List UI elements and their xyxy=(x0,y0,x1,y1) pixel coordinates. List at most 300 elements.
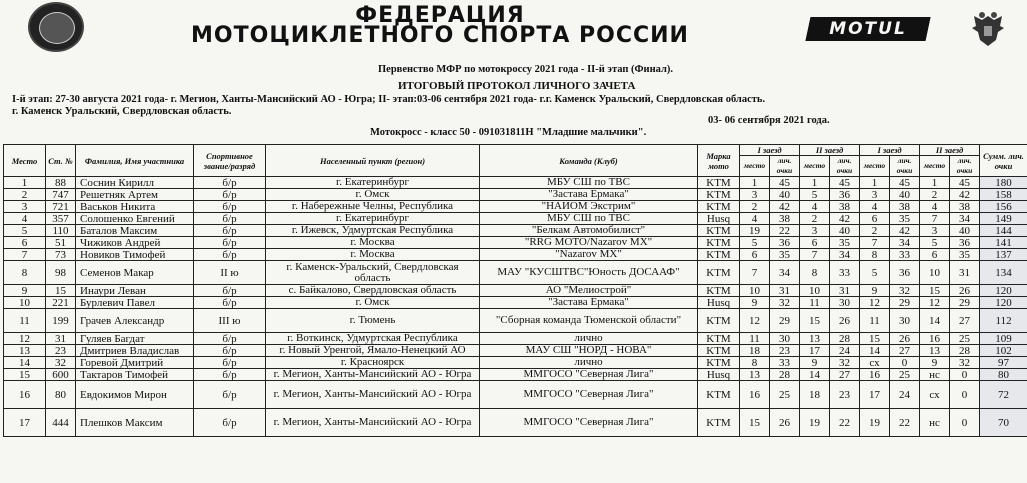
cell-p3: 11 xyxy=(860,309,890,333)
cell-no: 23 xyxy=(46,345,76,357)
cell-place: 3 xyxy=(4,201,46,213)
cell-s2: 26 xyxy=(830,309,860,333)
cell-p2: 9 xyxy=(800,357,830,369)
th-place: Место xyxy=(4,145,46,177)
cell-no: 31 xyxy=(46,333,76,345)
cell-place: 9 xyxy=(4,285,46,297)
table-row xyxy=(4,309,1027,333)
cell-rank: б/р xyxy=(194,237,266,249)
cell-no: 32 xyxy=(46,357,76,369)
cell-p3: 16 xyxy=(860,369,890,381)
cell-team: ММГОСО "Северная Лига" xyxy=(480,369,698,381)
cell-p3: сх xyxy=(860,357,890,369)
cell-rank: б/р xyxy=(194,225,266,237)
cell-p4: 12 xyxy=(920,297,950,309)
cell-p2: 7 xyxy=(800,249,830,261)
cell-s4: 25 xyxy=(950,333,980,345)
cell-place: 6 xyxy=(4,237,46,249)
cell-bike: KTM xyxy=(698,333,740,345)
cell-city: г. Москва xyxy=(266,249,480,261)
cell-bike: KTM xyxy=(698,285,740,297)
cell-s4: 45 xyxy=(950,177,980,189)
cell-bike: KTM xyxy=(698,345,740,357)
cell-p3: 19 xyxy=(860,409,890,437)
results-table xyxy=(3,144,1027,437)
cell-bike: KTM xyxy=(698,201,740,213)
cell-rank: б/р xyxy=(194,285,266,297)
cell-p1: 16 xyxy=(740,381,770,409)
cell-s4: 38 xyxy=(950,201,980,213)
cell-p1: 15 xyxy=(740,409,770,437)
cell-s4: 27 xyxy=(950,309,980,333)
cell-rank: б/р xyxy=(194,357,266,369)
cell-p1: 8 xyxy=(740,357,770,369)
cell-s4: 36 xyxy=(950,237,980,249)
cell-p4: 9 xyxy=(920,357,950,369)
cell-s4: 29 xyxy=(950,297,980,309)
cell-name: Решетняк Артем xyxy=(76,189,194,201)
cell-p1: 10 xyxy=(740,285,770,297)
cell-s1: 42 xyxy=(770,201,800,213)
cell-place: 10 xyxy=(4,297,46,309)
cell-s3: 25 xyxy=(890,369,920,381)
results-body xyxy=(4,177,1027,437)
cell-rank: б/р xyxy=(194,177,266,189)
cell-s1: 30 xyxy=(770,333,800,345)
cell-p2: 8 xyxy=(800,261,830,285)
cell-team: АО "Мелиострой" xyxy=(480,285,698,297)
cell-city: г. Омск xyxy=(266,189,480,201)
cell-city: г. Тюмень xyxy=(266,309,480,333)
cell-bike: KTM xyxy=(698,357,740,369)
cell-total: 158 xyxy=(980,189,1027,201)
cell-team: "Застава Ермака" xyxy=(480,297,698,309)
cell-bike: KTM xyxy=(698,409,740,437)
cell-p4: нс xyxy=(920,369,950,381)
table-row xyxy=(4,225,1027,237)
cell-rank: б/р xyxy=(194,369,266,381)
cell-p1: 3 xyxy=(740,189,770,201)
cell-name: Новиков Тимофей xyxy=(76,249,194,261)
cell-s2: 34 xyxy=(830,249,860,261)
cell-p4: 13 xyxy=(920,345,950,357)
cell-s3: 42 xyxy=(890,225,920,237)
cell-name: Баталов Максим xyxy=(76,225,194,237)
cell-s1: 23 xyxy=(770,345,800,357)
cell-p4: 4 xyxy=(920,201,950,213)
cell-s2: 45 xyxy=(830,177,860,189)
cell-name: Соснин Кирилл xyxy=(76,177,194,189)
cell-no: 73 xyxy=(46,249,76,261)
mfr-emblem-icon xyxy=(28,2,84,52)
cell-total: 112 xyxy=(980,309,1027,333)
cell-s2: 24 xyxy=(830,345,860,357)
cell-place: 5 xyxy=(4,225,46,237)
cell-team: "НАИОМ Экстрим" xyxy=(480,201,698,213)
cell-bike: Husq xyxy=(698,369,740,381)
table-row xyxy=(4,237,1027,249)
cell-p1: 19 xyxy=(740,225,770,237)
cell-s4: 35 xyxy=(950,249,980,261)
cell-total: 120 xyxy=(980,297,1027,309)
cell-p3: 8 xyxy=(860,249,890,261)
cell-s2: 30 xyxy=(830,297,860,309)
th-pos: место xyxy=(860,156,890,177)
championship-line: Первенство МФР по мотокроссу 2021 года - II-й этап (Финал). xyxy=(378,64,673,75)
cell-name: Тактаров Тимофей xyxy=(76,369,194,381)
cell-s3: 33 xyxy=(890,249,920,261)
cell-rank: б/р xyxy=(194,249,266,261)
cell-city: г. Воткинск, Удмуртская Республика xyxy=(266,333,480,345)
cell-s1: 25 xyxy=(770,381,800,409)
cell-city: г. Ижевск, Удмуртская Республика xyxy=(266,225,480,237)
table-row xyxy=(4,357,1027,369)
cell-s3: 36 xyxy=(890,261,920,285)
cell-p4: 2 xyxy=(920,189,950,201)
cell-s3: 30 xyxy=(890,309,920,333)
cell-s3: 38 xyxy=(890,201,920,213)
th-total: Сумм. лич. очки xyxy=(980,145,1027,177)
cell-p3: 2 xyxy=(860,225,890,237)
motul-logo: MOTUL xyxy=(805,17,930,41)
cell-p2: 3 xyxy=(800,225,830,237)
cell-total: 109 xyxy=(980,333,1027,345)
cell-s3: 32 xyxy=(890,285,920,297)
cell-s3: 45 xyxy=(890,177,920,189)
cell-p1: 13 xyxy=(740,369,770,381)
federation-title xyxy=(90,3,790,48)
cell-p3: 9 xyxy=(860,285,890,297)
cell-s2: 32 xyxy=(830,357,860,369)
cell-p2: 1 xyxy=(800,177,830,189)
cell-p3: 14 xyxy=(860,345,890,357)
cell-place: 16 xyxy=(4,381,46,409)
cell-total: 137 xyxy=(980,249,1027,261)
cell-place: 17 xyxy=(4,409,46,437)
cell-rank: III ю xyxy=(194,309,266,333)
cell-p1: 5 xyxy=(740,237,770,249)
cell-rank: б/р xyxy=(194,213,266,225)
cell-s2: 31 xyxy=(830,285,860,297)
cell-total: 120 xyxy=(980,285,1027,297)
cell-rank: II ю xyxy=(194,261,266,285)
cell-bike: KTM xyxy=(698,237,740,249)
cell-bike: KTM xyxy=(698,381,740,409)
cell-total: 180 xyxy=(980,177,1027,189)
table-row xyxy=(4,333,1027,345)
cell-no: 98 xyxy=(46,261,76,285)
cell-s3: 0 xyxy=(890,357,920,369)
event-date: 03- 06 сентября 2021 года. xyxy=(708,115,830,126)
cell-p2: 6 xyxy=(800,237,830,249)
cell-team: "Белкам Автомобилист" xyxy=(480,225,698,237)
cell-city: г. Екатеринбург xyxy=(266,213,480,225)
cell-p3: 15 xyxy=(860,333,890,345)
cell-name: Дмитриев Владислав xyxy=(76,345,194,357)
cell-p2: 15 xyxy=(800,309,830,333)
th-bike: Марка мото xyxy=(698,145,740,177)
cell-name: Горевой Дмитрий xyxy=(76,357,194,369)
cell-place: 2 xyxy=(4,189,46,201)
cell-city: г. Омск xyxy=(266,297,480,309)
cell-s4: 32 xyxy=(950,357,980,369)
cell-s2: 27 xyxy=(830,369,860,381)
cell-p2: 18 xyxy=(800,381,830,409)
cell-s1: 40 xyxy=(770,189,800,201)
th-pts: лич. очки xyxy=(830,156,860,177)
th-name: Фамилия, Имя участника xyxy=(76,145,194,177)
cell-s1: 38 xyxy=(770,213,800,225)
cell-city: с. Байкалово, Свердловская область xyxy=(266,285,480,297)
cell-place: 8 xyxy=(4,261,46,285)
th-pts: лич. очки xyxy=(890,156,920,177)
cell-bike: KTM xyxy=(698,225,740,237)
cell-s3: 35 xyxy=(890,213,920,225)
cell-s1: 29 xyxy=(770,309,800,333)
cell-no: 15 xyxy=(46,285,76,297)
cell-p1: 12 xyxy=(740,309,770,333)
cell-s3: 27 xyxy=(890,345,920,357)
cell-team: "Сборная команда Тюменской области" xyxy=(480,309,698,333)
cell-p3: 7 xyxy=(860,237,890,249)
cell-p4: 10 xyxy=(920,261,950,285)
cell-s2: 22 xyxy=(830,409,860,437)
cell-place: 11 xyxy=(4,309,46,333)
table-row xyxy=(4,297,1027,309)
table-row xyxy=(4,201,1027,213)
cell-name: Семенов Макар xyxy=(76,261,194,285)
cell-p1: 18 xyxy=(740,345,770,357)
cell-name: Солошенко Евгений xyxy=(76,213,194,225)
cell-bike: KTM xyxy=(698,249,740,261)
cell-p4: 14 xyxy=(920,309,950,333)
title-line-1: ФЕДЕРАЦИЯ xyxy=(355,3,525,28)
cell-team: лично xyxy=(480,333,698,345)
cell-place: 12 xyxy=(4,333,46,345)
cell-no: 444 xyxy=(46,409,76,437)
table-row xyxy=(4,261,1027,285)
cell-s3: 24 xyxy=(890,381,920,409)
cell-p2: 19 xyxy=(800,409,830,437)
cell-total: 97 xyxy=(980,357,1027,369)
cell-s3: 34 xyxy=(890,237,920,249)
cell-s1: 36 xyxy=(770,237,800,249)
stages-line-2: г. Каменск Уральский, Свердловская область. xyxy=(12,106,232,117)
title-line-2: МОТОЦИКЛЕТНОГО СПОРТА РОССИИ xyxy=(191,23,689,48)
table-row xyxy=(4,409,1027,437)
cell-no: 110 xyxy=(46,225,76,237)
cell-s4: 0 xyxy=(950,369,980,381)
cell-city: г. Каменск-Уральский, Свердловская область xyxy=(266,261,480,285)
table-row xyxy=(4,381,1027,409)
cell-s3: 29 xyxy=(890,297,920,309)
th-rank: Спортивное звание/разряд xyxy=(194,145,266,177)
cell-team: МБУ СШ по ТВС xyxy=(480,213,698,225)
cell-team: "Nazarov MX" xyxy=(480,249,698,261)
cell-rank: б/р xyxy=(194,297,266,309)
cell-city: г. Новый Уренгой, Ямало-Ненецкий АО xyxy=(266,345,480,357)
cell-p4: сх xyxy=(920,381,950,409)
cell-p3: 3 xyxy=(860,189,890,201)
cell-no: 88 xyxy=(46,177,76,189)
cell-place: 15 xyxy=(4,369,46,381)
cell-team: "RRG MOTO/Nazarov MX" xyxy=(480,237,698,249)
cell-name: Васьков Никита xyxy=(76,201,194,213)
cell-no: 747 xyxy=(46,189,76,201)
cell-s2: 40 xyxy=(830,225,860,237)
cell-p4: 6 xyxy=(920,249,950,261)
cell-s4: 31 xyxy=(950,261,980,285)
cell-p2: 4 xyxy=(800,201,830,213)
table-row xyxy=(4,189,1027,201)
cell-s4: 40 xyxy=(950,225,980,237)
cell-total: 72 xyxy=(980,381,1027,409)
cell-s4: 0 xyxy=(950,381,980,409)
cell-s1: 33 xyxy=(770,357,800,369)
cell-rank: б/р xyxy=(194,345,266,357)
cell-no: 80 xyxy=(46,381,76,409)
cell-s3: 22 xyxy=(890,409,920,437)
cell-s2: 33 xyxy=(830,261,860,285)
cell-team: ММГОСО "Северная Лига" xyxy=(480,409,698,437)
coat-of-arms-icon xyxy=(968,10,1008,48)
cell-place: 1 xyxy=(4,177,46,189)
cell-s4: 0 xyxy=(950,409,980,437)
cell-s2: 36 xyxy=(830,189,860,201)
cell-s1: 45 xyxy=(770,177,800,189)
cell-s1: 31 xyxy=(770,285,800,297)
cell-bike: KTM xyxy=(698,177,740,189)
cell-p1: 1 xyxy=(740,177,770,189)
cell-s1: 34 xyxy=(770,261,800,285)
cell-p3: 17 xyxy=(860,381,890,409)
cell-place: 7 xyxy=(4,249,46,261)
cell-bike: Husq xyxy=(698,297,740,309)
th-pos: место xyxy=(920,156,950,177)
table-row xyxy=(4,285,1027,297)
cell-s1: 26 xyxy=(770,409,800,437)
cell-s2: 38 xyxy=(830,201,860,213)
cell-place: 14 xyxy=(4,357,46,369)
th-stage2-race2: II заезд xyxy=(920,145,980,156)
cell-name: Гуляев Багдат xyxy=(76,333,194,345)
cell-city: г. Мегион, Ханты-Мансийский АО - Югра xyxy=(266,409,480,437)
cell-name: Инаури Леван xyxy=(76,285,194,297)
cell-bike: Husq xyxy=(698,213,740,225)
cell-p4: 16 xyxy=(920,333,950,345)
cell-no: 51 xyxy=(46,237,76,249)
cell-p2: 14 xyxy=(800,369,830,381)
cell-p2: 11 xyxy=(800,297,830,309)
cell-city: г. Екатеринбург xyxy=(266,177,480,189)
cell-no: 721 xyxy=(46,201,76,213)
cell-team: МАУ СШ "НОРД - НОВА" xyxy=(480,345,698,357)
cell-p1: 7 xyxy=(740,261,770,285)
cell-p3: 4 xyxy=(860,201,890,213)
cell-p2: 10 xyxy=(800,285,830,297)
cell-place: 4 xyxy=(4,213,46,225)
cell-team: лично xyxy=(480,357,698,369)
th-team: Команда (Клуб) xyxy=(480,145,698,177)
cell-name: Грачев Александр xyxy=(76,309,194,333)
cell-rank: б/р xyxy=(194,189,266,201)
cell-team: "Застава Ермака" xyxy=(480,189,698,201)
th-pos: место xyxy=(740,156,770,177)
cell-p2: 2 xyxy=(800,213,830,225)
th-number: Ст. № xyxy=(46,145,76,177)
stages-line-1: I-й этап: 27-30 августа 2021 года- г. Мегион, Ханты-Мансийский АО - Югра; II- этап:03-06 сентября 2021 года- г.г. Каменск Уральский, Свердловская область. xyxy=(12,94,766,105)
cell-p4: 7 xyxy=(920,213,950,225)
cell-s1: 28 xyxy=(770,369,800,381)
table-row xyxy=(4,345,1027,357)
th-stage1-race2: II заезд xyxy=(800,145,860,156)
cell-p4: 1 xyxy=(920,177,950,189)
cell-rank: б/р xyxy=(194,409,266,437)
cell-city: г. Мегион, Ханты-Мансийский АО - Югра xyxy=(266,369,480,381)
cell-p4: 3 xyxy=(920,225,950,237)
cell-bike: KTM xyxy=(698,309,740,333)
cell-s2: 23 xyxy=(830,381,860,409)
cell-p1: 11 xyxy=(740,333,770,345)
cell-p3: 5 xyxy=(860,261,890,285)
table-row xyxy=(4,213,1027,225)
cell-p2: 17 xyxy=(800,345,830,357)
cell-p3: 12 xyxy=(860,297,890,309)
cell-p4: нс xyxy=(920,409,950,437)
cell-bike: KTM xyxy=(698,189,740,201)
cell-total: 70 xyxy=(980,409,1027,437)
cell-name: Плешков Максим xyxy=(76,409,194,437)
cell-s1: 35 xyxy=(770,249,800,261)
cell-s2: 42 xyxy=(830,213,860,225)
cell-rank: б/р xyxy=(194,381,266,409)
cell-place: 13 xyxy=(4,345,46,357)
cell-city: г. Москва xyxy=(266,237,480,249)
th-city: Населенный пункт (регион) xyxy=(266,145,480,177)
th-pos: место xyxy=(800,156,830,177)
cell-p1: 6 xyxy=(740,249,770,261)
cell-no: 221 xyxy=(46,297,76,309)
cell-s2: 35 xyxy=(830,237,860,249)
table-row xyxy=(4,249,1027,261)
table-row xyxy=(4,369,1027,381)
cell-total: 102 xyxy=(980,345,1027,357)
cell-city: г. Мегион, Ханты-Мансийский АО - Югра xyxy=(266,381,480,409)
cell-p4: 5 xyxy=(920,237,950,249)
cell-name: Чижиков Андрей xyxy=(76,237,194,249)
cell-p2: 13 xyxy=(800,333,830,345)
cell-s3: 26 xyxy=(890,333,920,345)
cell-s4: 42 xyxy=(950,189,980,201)
protocol-title: ИТОГОВЫЙ ПРОТОКОЛ ЛИЧНОГО ЗАЧЕТА xyxy=(398,80,636,92)
cell-no: 199 xyxy=(46,309,76,333)
cell-total: 141 xyxy=(980,237,1027,249)
cell-bike: KTM xyxy=(698,261,740,285)
cell-team: МБУ СШ по ТВС xyxy=(480,177,698,189)
cell-s1: 22 xyxy=(770,225,800,237)
cell-no: 357 xyxy=(46,213,76,225)
cell-s4: 34 xyxy=(950,213,980,225)
th-stage2-race1: I заезд xyxy=(860,145,920,156)
cell-total: 134 xyxy=(980,261,1027,285)
cell-name: Евдокимов Мирон xyxy=(76,381,194,409)
th-pts: лич. очки xyxy=(770,156,800,177)
cell-s4: 28 xyxy=(950,345,980,357)
cell-no: 600 xyxy=(46,369,76,381)
cell-p3: 6 xyxy=(860,213,890,225)
th-stage1-race1: I заезд xyxy=(740,145,800,156)
cell-p1: 9 xyxy=(740,297,770,309)
